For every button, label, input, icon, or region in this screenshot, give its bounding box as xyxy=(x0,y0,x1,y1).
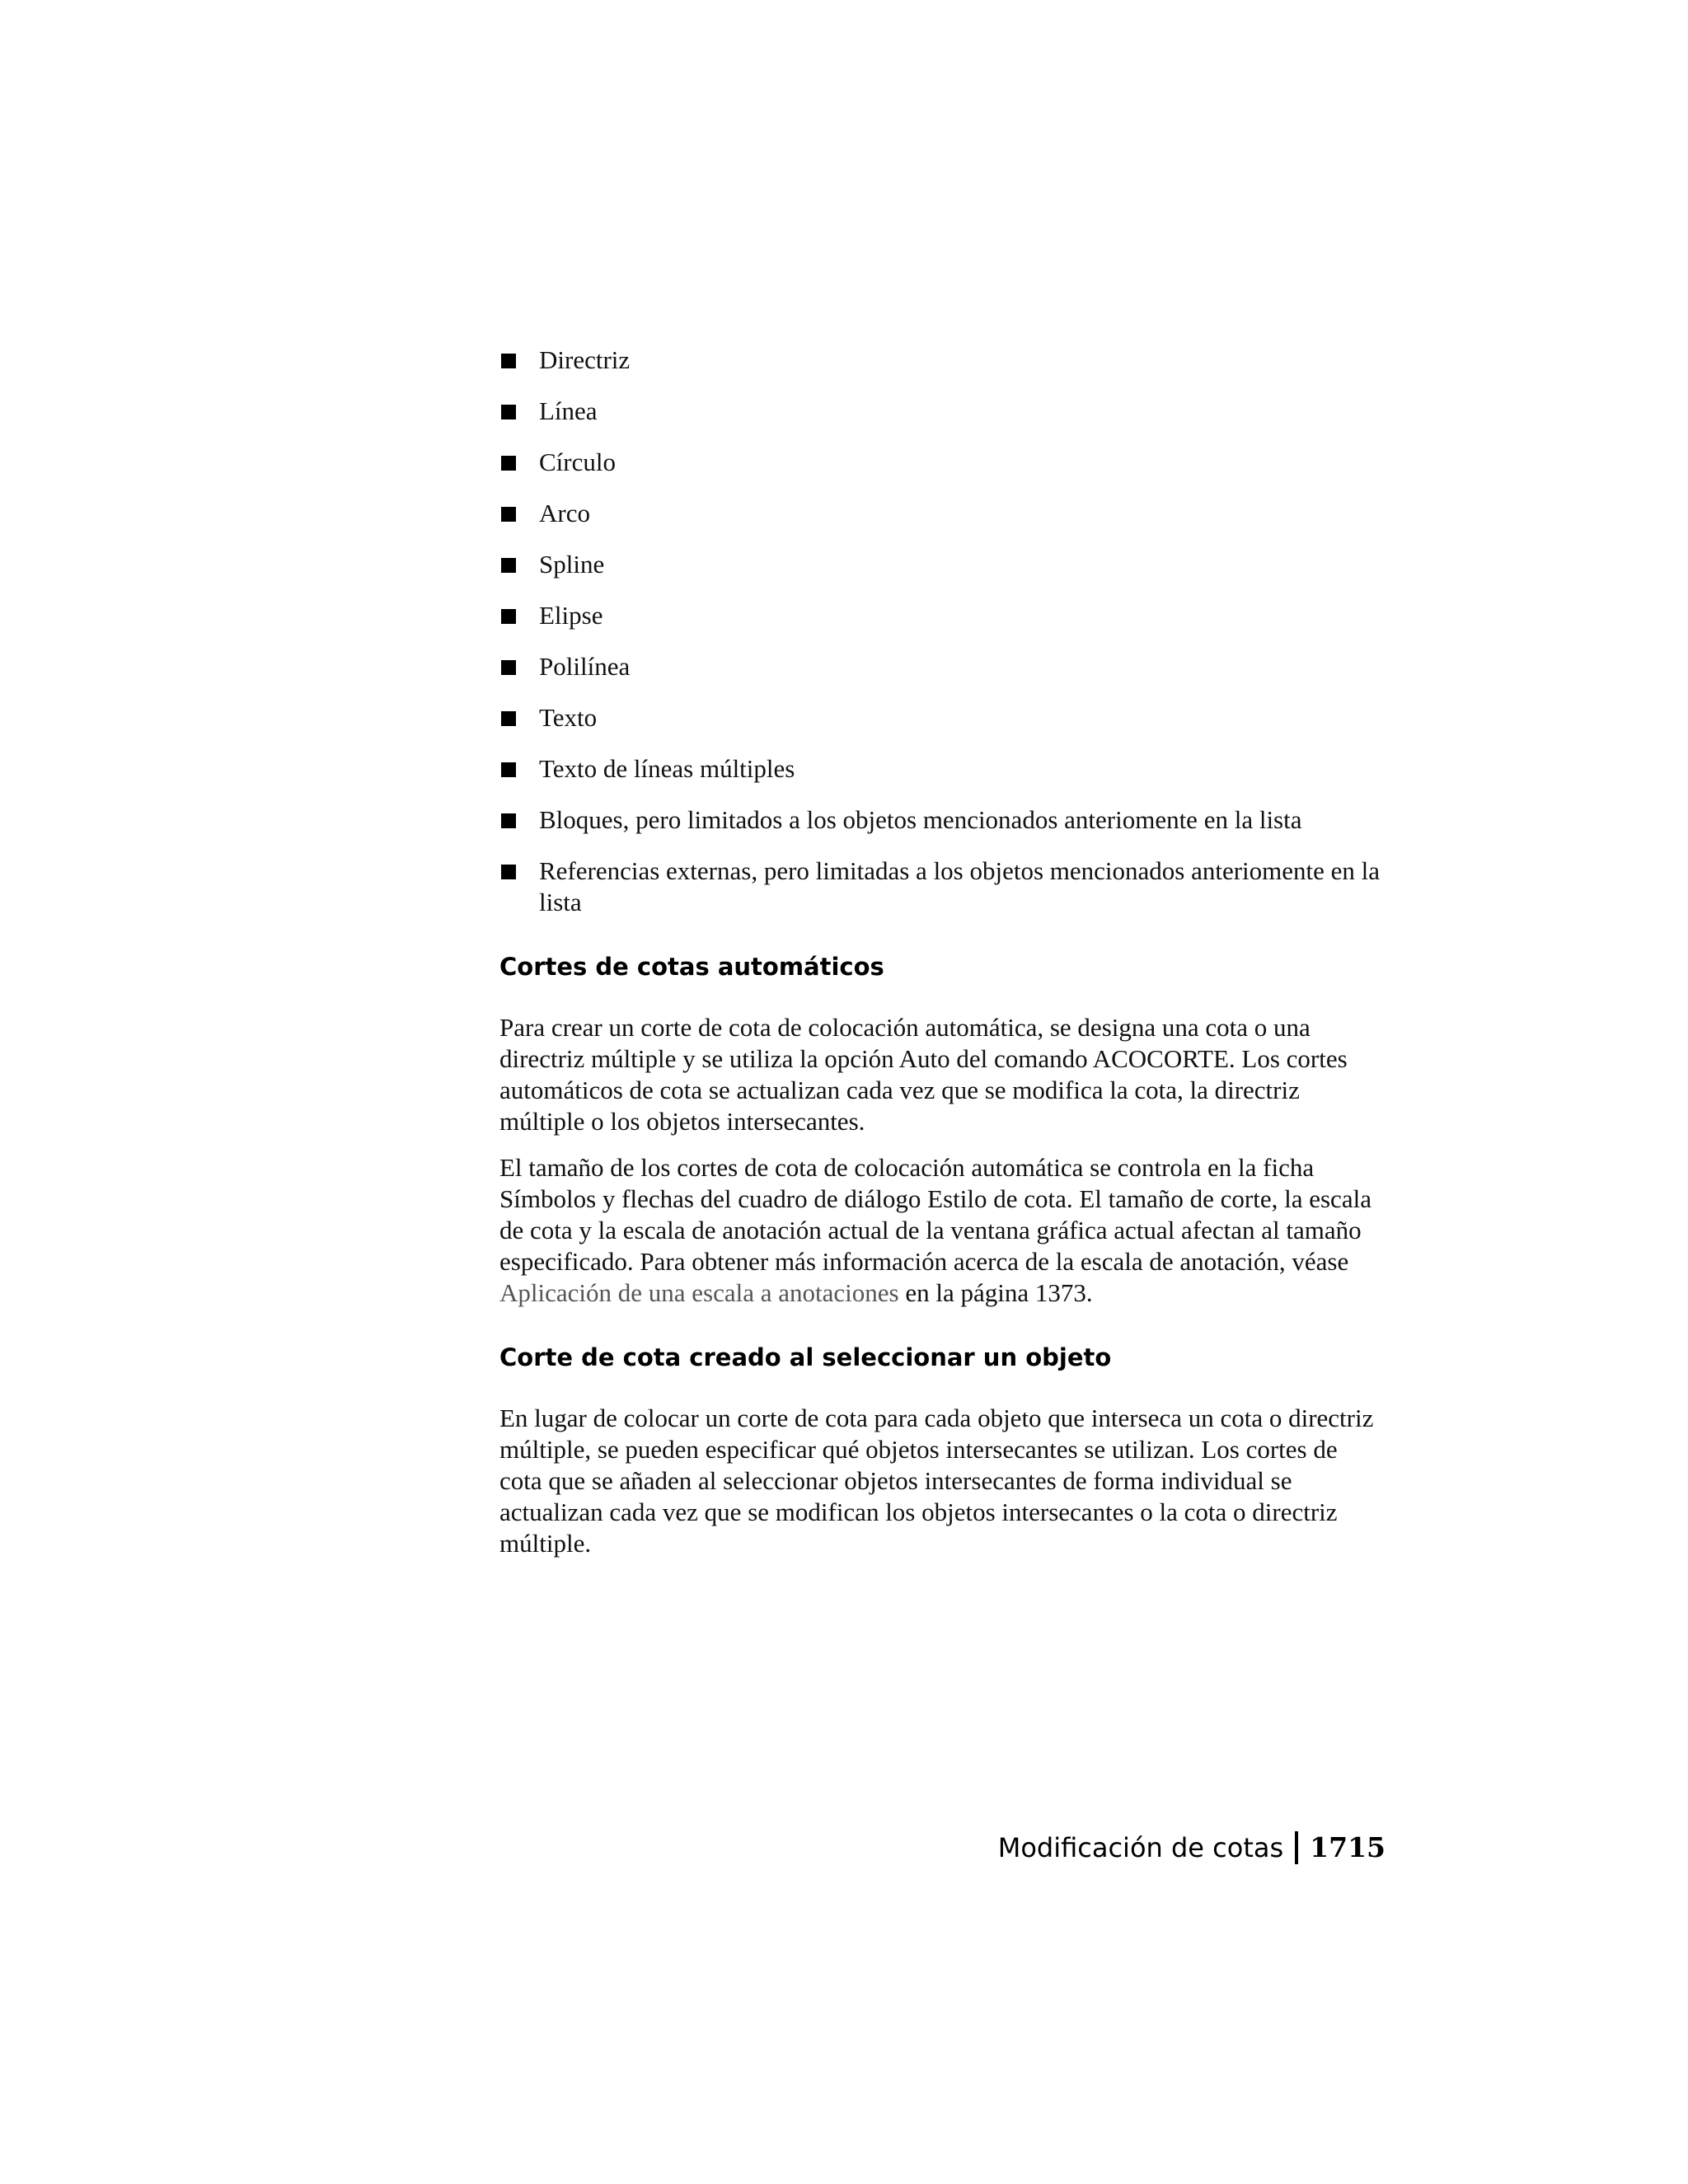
chapter-title: Modificación de cotas xyxy=(997,1832,1284,1863)
paragraph xyxy=(499,1152,1386,1309)
list-item xyxy=(499,651,1386,682)
list-item-text: Referencias externas, pero limitadas a los objetos mencionados anteriomente en la lista xyxy=(539,856,1381,916)
list-item-text: Elipse xyxy=(539,601,603,630)
paragraph: Para crear un corte de cota de colocación automática, se designa una cota o una directriz múltiple y se utiliza la opción Auto del comando ACOCORTE. Los cortes automáticos de cota se actualizan cada vez que se modifica la cota, la directriz múltiple o los objetos intersecantes. xyxy=(499,1013,1348,1136)
square-bullet-icon xyxy=(501,354,516,368)
square-bullet-icon xyxy=(501,456,516,471)
footer-divider xyxy=(1295,1831,1298,1864)
list-item-text: Arco xyxy=(539,499,590,527)
list-item-text: Spline xyxy=(539,550,605,579)
list-item xyxy=(499,600,1386,631)
square-bullet-icon xyxy=(501,813,516,828)
list-item xyxy=(499,344,1386,376)
list-item xyxy=(499,855,1386,918)
list-item-text: Texto xyxy=(539,703,598,732)
square-bullet-icon xyxy=(501,507,516,522)
page-number: 1715 xyxy=(1310,1831,1386,1863)
list-item xyxy=(499,753,1386,785)
paragraph-text: El tamaño de los cortes de cota de colocación automática se controla en la ficha Símbolos y flechas del cuadro de diálogo Estilo de cota. El tamaño de corte, la escala de cota y la escala de anotación actual de la ventana gráfica actual afectan al tamaño especificado. Para obtener más información acerca de la escala de anotación, véase xyxy=(499,1153,1372,1276)
object-type-list xyxy=(499,344,1386,918)
list-item xyxy=(499,549,1386,580)
list-item-text: Círculo xyxy=(539,448,616,476)
square-bullet-icon xyxy=(501,711,516,726)
list-item-text: Texto de líneas múltiples xyxy=(539,754,795,783)
paragraph-text: en la página 1373. xyxy=(898,1278,1093,1307)
square-bullet-icon xyxy=(501,660,516,675)
square-bullet-icon xyxy=(501,609,516,624)
list-item-text: Bloques, pero limitados a los objetos mencionados anteriomente en la lista xyxy=(539,805,1302,834)
cross-reference-link[interactable]: Aplicación de una escala a anotaciones xyxy=(499,1278,899,1307)
page-footer xyxy=(998,1831,1386,1864)
list-item xyxy=(499,447,1386,478)
square-bullet-icon xyxy=(501,405,516,419)
list-item xyxy=(499,702,1386,733)
square-bullet-icon xyxy=(501,762,516,777)
list-item xyxy=(499,804,1386,836)
paragraph: En lugar de colocar un corte de cota para cada objeto que interseca un cota o directriz múltiple, se pueden especificar qué objetos intersecantes se utilizan. Los cortes de cota que se añaden al seleccionar objetos intersecantes de forma individual se actualizan cada vez que se modifican los objetos intersecantes o la cota o directriz múltiple. xyxy=(499,1404,1374,1558)
square-bullet-icon xyxy=(501,558,516,573)
list-item-text: Línea xyxy=(539,396,598,425)
section-heading-object-break: Corte de cota creado al seleccionar un objeto xyxy=(499,1343,1112,1371)
section-heading-auto-breaks: Cortes de cotas automáticos xyxy=(499,953,884,981)
list-item xyxy=(499,498,1386,529)
list-item-text: Directriz xyxy=(539,345,631,374)
list-item xyxy=(499,396,1386,427)
list-item-text: Polilínea xyxy=(539,652,631,681)
square-bullet-icon xyxy=(501,865,516,879)
page-content xyxy=(499,344,1386,1574)
